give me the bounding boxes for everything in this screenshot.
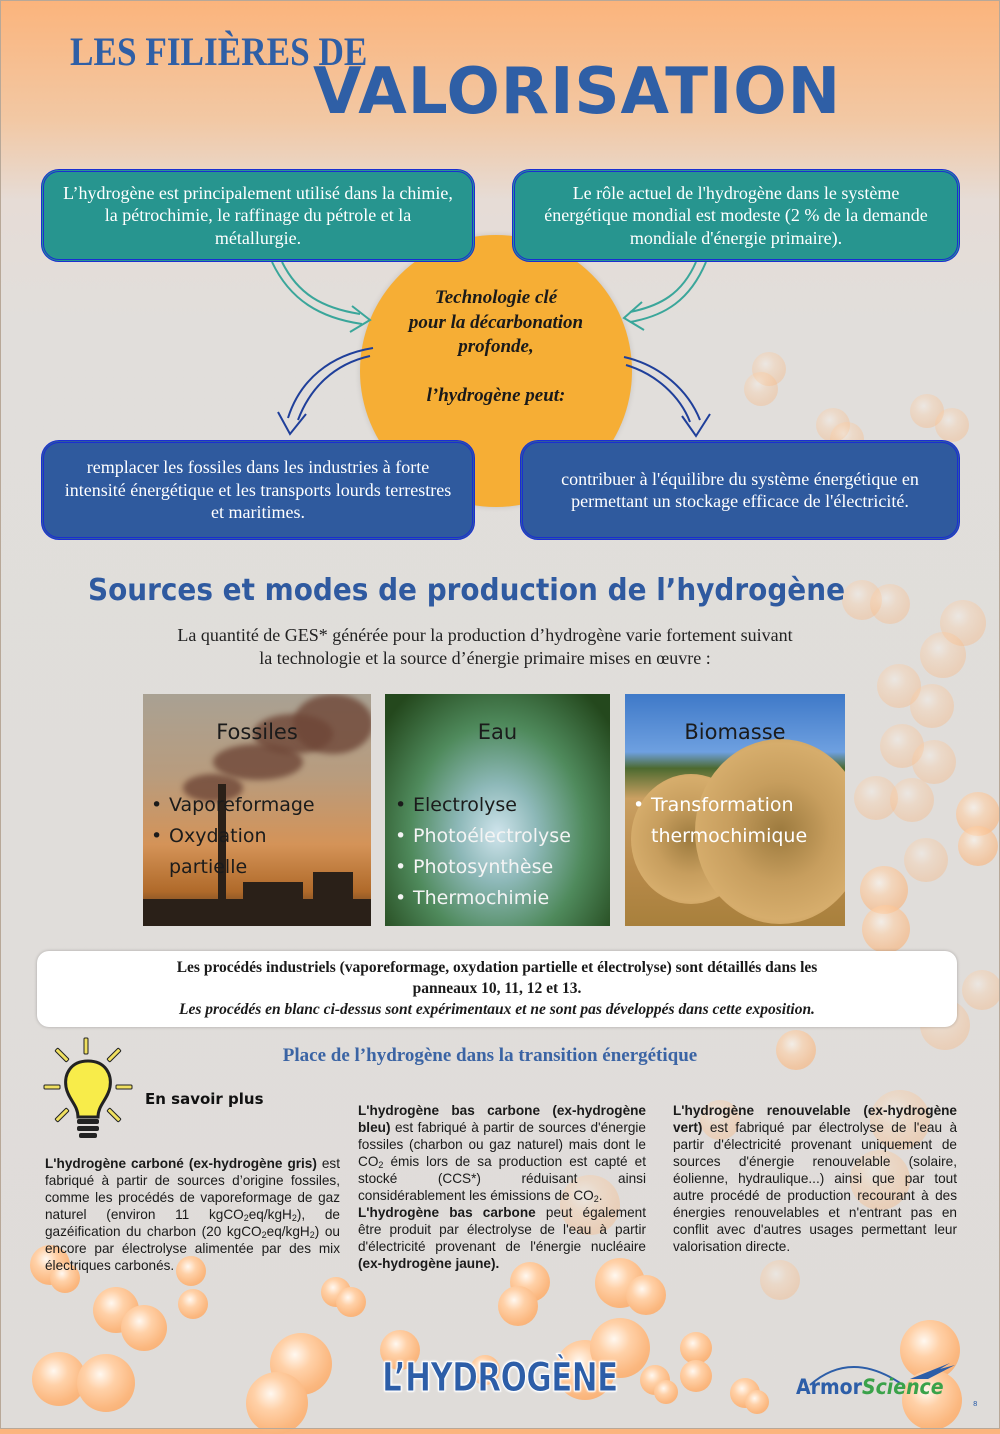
card-title-fossiles: Fossiles — [216, 720, 298, 744]
card-list-eau — [393, 790, 571, 914]
arrow-top-left — [272, 262, 362, 324]
info-box-balance — [520, 440, 960, 540]
col2-bold: (ex-hydrogène jaune). — [358, 1256, 500, 1271]
info-box-role-text: Le rôle actuel de l'hydrogène dans le système énergétique mondial est modeste (2 % de la demande mondiale d'énergie primaire). — [544, 182, 928, 248]
col2-bold: L'hydrogène bas carbone (ex-hydrogène bleu) — [358, 1103, 646, 1135]
learn-more-label: En savoir plus — [145, 1090, 264, 1108]
info-box-uses-text: L’hydrogène est principalement utilisé dans la chimie, la pétrochimie, le raffinage du pétrole et la métallurgie. — [63, 182, 453, 248]
col2-text: est fabriqué à partir de sources d'énergie fossiles (charbon ou gaz naturel) mais dont le CO — [358, 1120, 646, 1169]
sources-intro-line2: la technologie et la source d’énergie primaire mises en œuvre : — [259, 648, 711, 669]
note-line1: Les procédés industriels (vaporeformage, oxydation partielle et électrolyse) sont détaillés dans les — [176, 959, 818, 976]
sources-intro-line1: La quantité de GES* générée pour la production d’hydrogène varie fortement suivant — [177, 625, 793, 645]
source-card-biomasse — [625, 694, 845, 926]
subscript: 2 — [593, 1194, 599, 1204]
sources-intro — [120, 624, 850, 670]
info-box-balance-text: contribuer à l'équilibre du système énergétique en permettant un stockage efficace de l'électricité. — [561, 468, 919, 511]
arrow-bottom-right — [624, 357, 700, 420]
page-title-line1: LES FILIÈRES DE — [70, 29, 368, 74]
info-box-uses — [41, 169, 475, 262]
page-number: 8 — [973, 1400, 978, 1408]
center-line-4: l’hydrogène peut: — [426, 385, 566, 407]
info-box-role — [512, 169, 960, 262]
col2-text: peut également être produit par électrolyse de l'eau à partir d'électricité provenant de l'énergie nucléaire — [358, 1205, 647, 1254]
subscript: 2 — [243, 1213, 249, 1223]
center-line-1: Technologie clé — [434, 287, 558, 308]
subscript: 2 — [378, 1160, 384, 1170]
center-statement — [360, 286, 632, 409]
col1-text: eq/kgH — [266, 1224, 310, 1239]
subscript: 2 — [291, 1213, 297, 1223]
col3-bold: L'hydrogène renouvelable (ex-hydrogène vert) — [673, 1103, 957, 1135]
note-line2: panneaux 10, 11, 12 et 13. — [412, 979, 582, 997]
sources-heading: Sources et modes de production de l’hydrogène — [88, 573, 846, 608]
center-line-3: profonde, — [458, 336, 534, 358]
processes-note — [37, 951, 957, 1027]
subscript: 2 — [309, 1230, 315, 1240]
subscript: 2 — [261, 1230, 267, 1240]
armorscience-logo — [796, 1375, 944, 1399]
col2-text: . — [598, 1188, 603, 1203]
brand-part2: Science — [861, 1375, 944, 1399]
col1-text: est fabriqué à partir de sources d’origine fossiles, comme les procédés de vaporeformage de gaz naturel (environ 11 kgCO — [45, 1156, 340, 1222]
note-line3: Les procédés en blanc ci-dessus sont expérimentaux et ne sont pas développés dans cette exposition. — [179, 1000, 815, 1018]
col1-bold: L'hydrogène carboné (ex-hydrogène gris) — [45, 1156, 317, 1171]
card-list-fossiles — [149, 790, 315, 883]
col2-bold: L'hydrogène bas carbone — [358, 1205, 536, 1220]
card-item: • Photosynthèse — [413, 852, 571, 883]
hydrogene-logo: L’HYDROGÈNE — [382, 1355, 618, 1401]
col3-text: est fabriqué par électrolyse de l'eau à partir d'électricité provenant uniquement de sources d'énergie renouvelable (solaire, éolienne, hydraulique...) ainsi que par tout autre procédé de production recourant à des énergies renouvelables et n'entrant pas en conflit avec d'autres usages permettant leur valorisation directe. — [673, 1120, 957, 1254]
source-card-fossiles — [143, 694, 371, 926]
lightbulb-icon — [40, 1035, 136, 1145]
card-title-eau: Eau — [477, 720, 518, 744]
arrow-top-right — [630, 262, 706, 322]
card-item: • Thermochimie — [413, 883, 571, 914]
col2-text: émis lors de sa production est capté et stocké (CCS*) réduisant ainsi considérablement les émissions de CO — [358, 1154, 646, 1203]
col1-text: eq/kgH — [248, 1207, 292, 1222]
info-box-replace-fossils-text: remplacer les fossiles dans les industries à forte intensité énergétique et les transports lourds terrestres et maritimes. — [64, 457, 452, 523]
card-list-biomasse — [631, 790, 831, 852]
card-title-biomasse: Biomasse — [684, 720, 786, 744]
renewable-hydrogen-text — [673, 1102, 957, 1255]
low-carbon-hydrogen-text — [358, 1102, 646, 1272]
page-title-line2: VALORISATION — [313, 55, 842, 129]
info-box-replace-fossils — [41, 440, 475, 540]
card-item: • Electrolyse — [413, 790, 571, 821]
col1-text: ) ou encore par électrolyse alimentée par des mix électriques carbonés. — [45, 1224, 340, 1273]
card-item: • Oxydation partielle — [169, 821, 309, 883]
card-item: • Transformation thermochimique — [651, 790, 831, 852]
brand-part1: Armor — [796, 1375, 862, 1399]
transition-heading: Place de l’hydrogène dans la transition énergétique — [282, 1045, 698, 1066]
col1-text: ), de gazéification du charbon (20 kgCO — [45, 1207, 340, 1239]
source-card-eau — [385, 694, 610, 926]
card-item: • Vaporeformage — [169, 790, 315, 821]
card-item: • Photoélectrolyse — [413, 821, 571, 852]
carbon-hydrogen-text — [45, 1155, 340, 1274]
center-line-2: pour la décarbonation — [408, 311, 584, 333]
